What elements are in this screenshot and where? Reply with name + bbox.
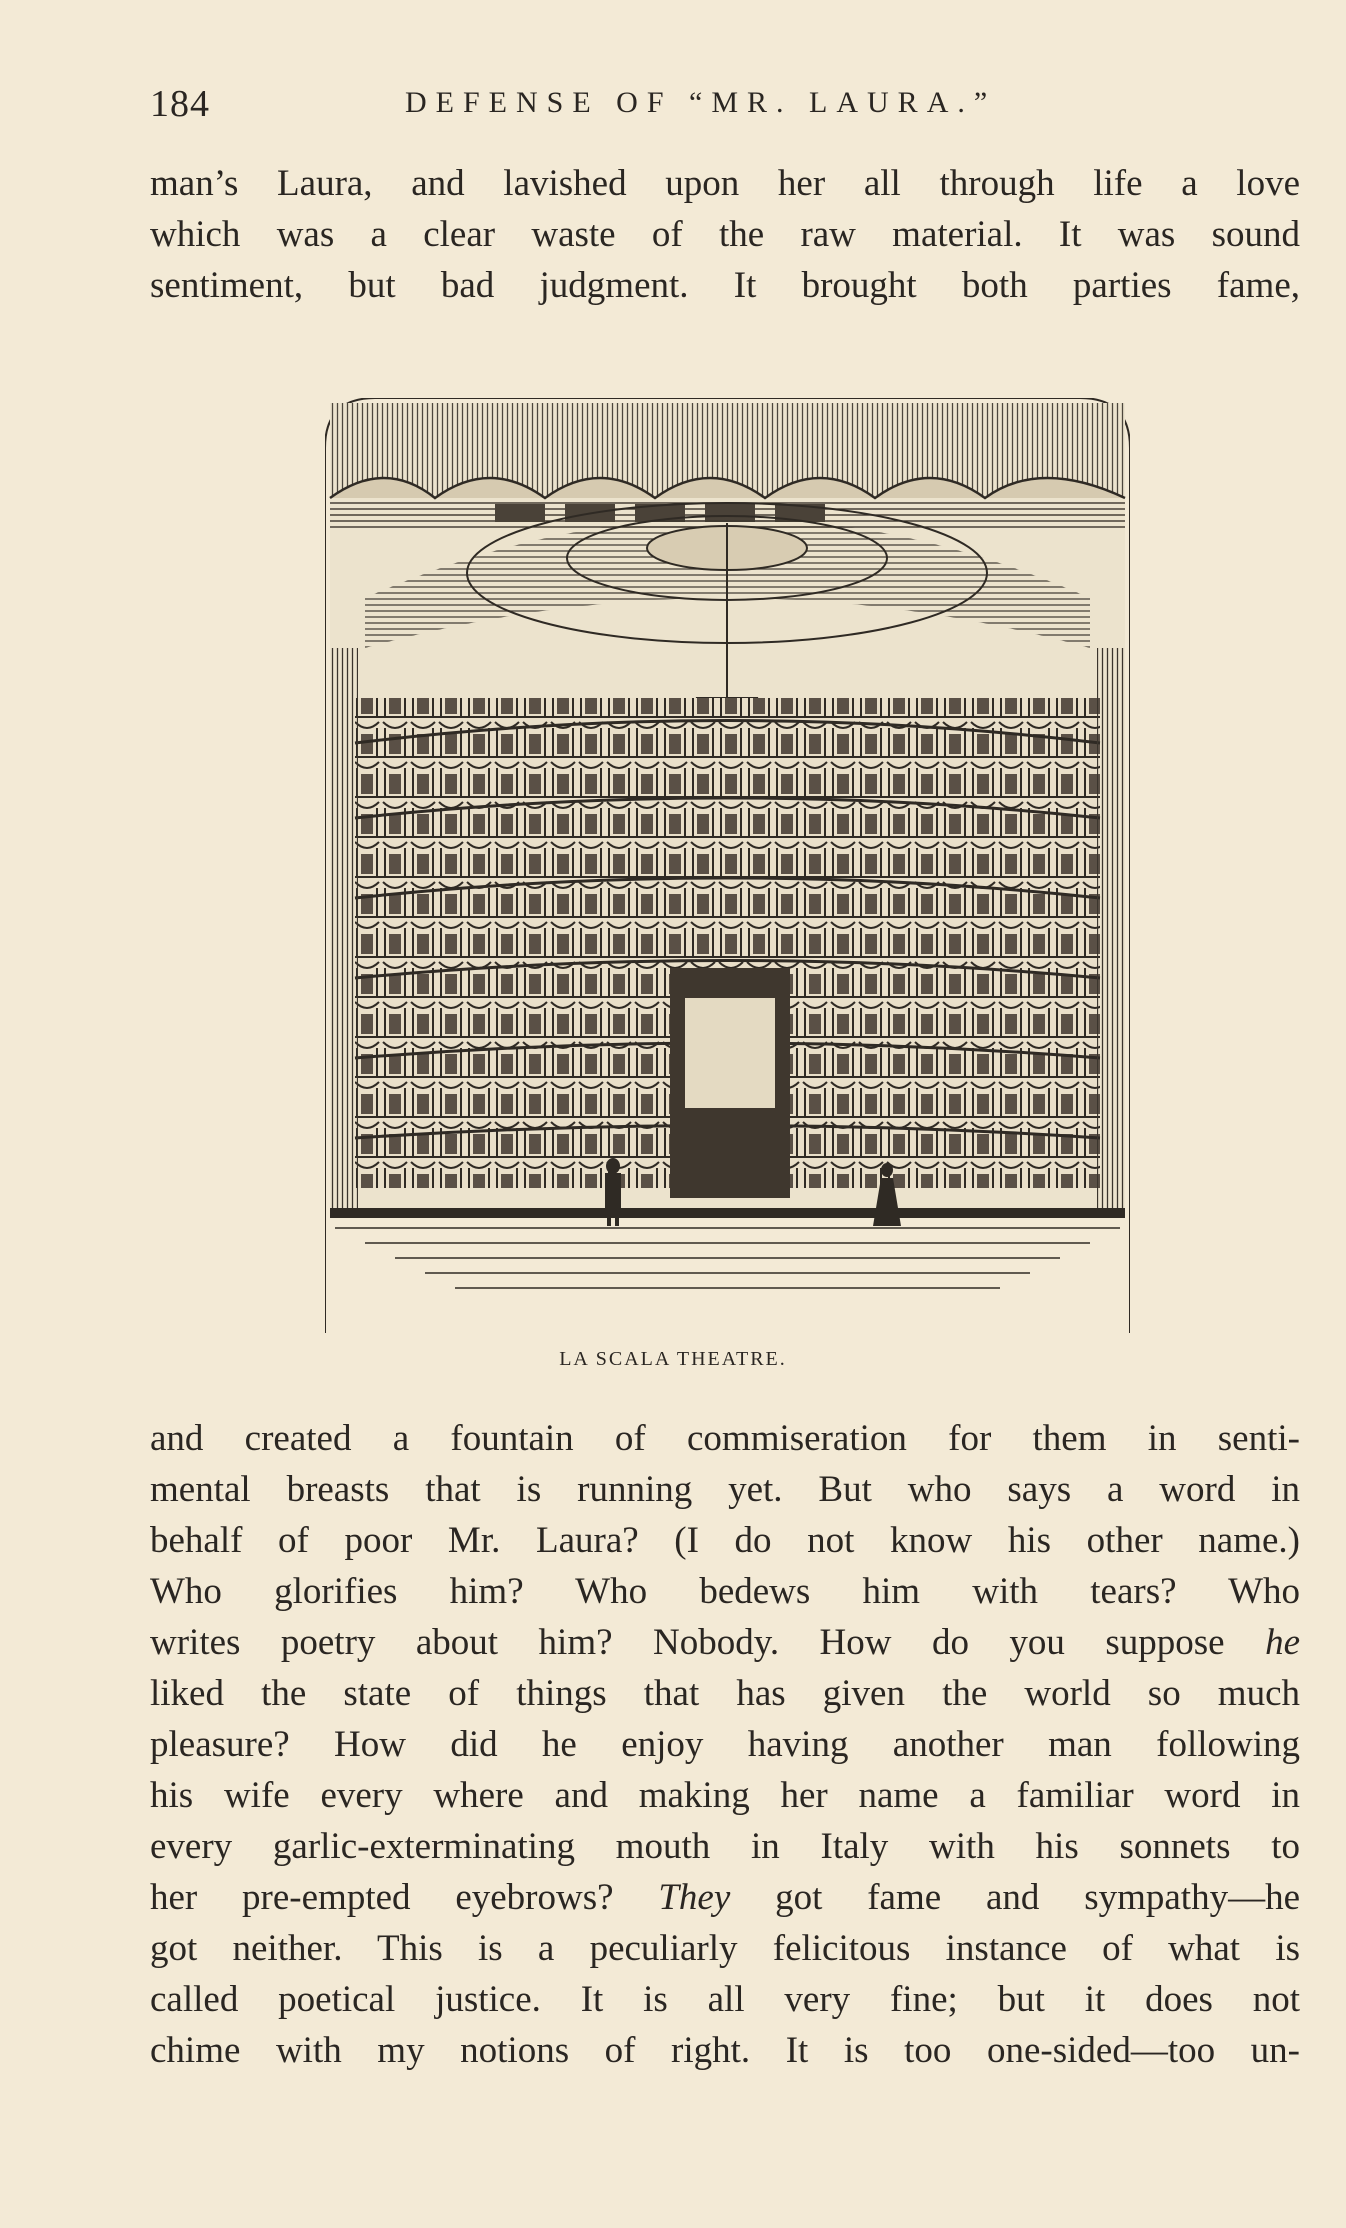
text-line: which was a clear waste of the raw material. It was sound bbox=[150, 214, 1300, 255]
text-line: got neither. This is a peculiarly felicitous instance of what is bbox=[150, 1928, 1300, 1969]
figure-caption: LA SCALA THEATRE. bbox=[559, 1348, 787, 1370]
text-line: chime with my notions of right. It is too one-sided—too un- bbox=[150, 2030, 1300, 2071]
text-segment: her pre-empted eyebrows? bbox=[150, 1877, 659, 1918]
text-line: man’s Laura, and lavished upon her all through life a love bbox=[150, 163, 1300, 204]
text-line bbox=[150, 1872, 1300, 1923]
text-line: sentiment, but bad judgment. It brought both parties fame, bbox=[150, 265, 1300, 306]
page-number: 184 bbox=[150, 83, 210, 125]
text-line bbox=[150, 1617, 1300, 1668]
text-line: his wife every where and making her name a familiar word in bbox=[150, 1775, 1300, 1816]
text-line: called poetical justice. It is all very fine; but it does not bbox=[150, 1979, 1300, 2020]
paragraph-bottom bbox=[150, 1413, 1300, 2076]
text-line: mental breasts that is running yet. But who says a word in bbox=[150, 1469, 1300, 1510]
running-head: DEFENSE OF “MR. LAURA.” bbox=[405, 86, 997, 119]
text-line: liked the state of things that has given the world so much bbox=[150, 1673, 1300, 1714]
text-line: every garlic-exterminating mouth in Italy with his sonnets to bbox=[150, 1826, 1300, 1867]
la-scala-engraving bbox=[325, 398, 1130, 1333]
text-line: and created a fountain of commiseration for them in senti- bbox=[150, 1418, 1300, 1459]
italic-he: he bbox=[1265, 1622, 1300, 1663]
paragraph-top bbox=[150, 158, 1300, 311]
text-line: behalf of poor Mr. Laura? (I do not know his other name.) bbox=[150, 1520, 1300, 1561]
text-segment: writes poetry about him? Nobody. How do you suppose bbox=[150, 1622, 1266, 1663]
italic-they: They bbox=[658, 1877, 731, 1918]
text-line: pleasure? How did he enjoy having another man following bbox=[150, 1724, 1300, 1765]
text-segment: got fame and sympathy—he bbox=[730, 1877, 1300, 1918]
text-line: Who glorifies him? Who bedews him with tears? Who bbox=[150, 1571, 1300, 1612]
page-header bbox=[150, 82, 1300, 132]
